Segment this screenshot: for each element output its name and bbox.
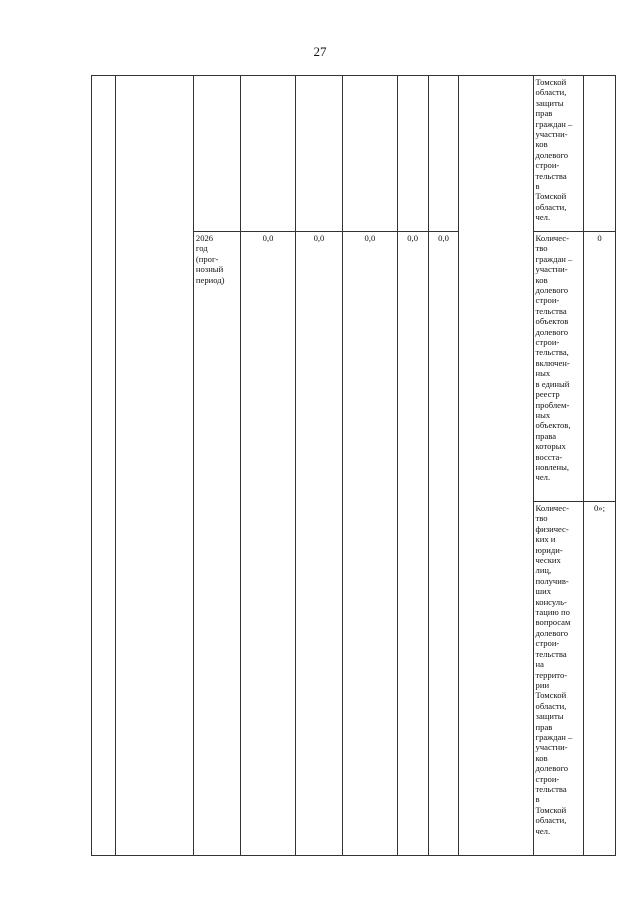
cell-value: 0,0 bbox=[397, 232, 428, 856]
cell-value bbox=[428, 76, 459, 232]
cell-year bbox=[193, 76, 240, 232]
cell-target bbox=[583, 76, 615, 232]
cell-value bbox=[343, 76, 398, 232]
table-row bbox=[92, 76, 616, 232]
cell-target: 0»; bbox=[583, 502, 615, 856]
cell-indicator: Количес- тво граждан – участни- ков долевого строи- тельства объектов долевого строи- тельства, включен- ных в единый реестр проблем- ных объектов, права которых восста- новлены, чел. bbox=[533, 232, 583, 502]
cell-target: 0 bbox=[583, 232, 615, 502]
cell-value: 0,0 bbox=[241, 232, 296, 856]
cell-value: 0,0 bbox=[295, 232, 342, 856]
cell-value bbox=[241, 76, 296, 232]
program-indicators-table bbox=[91, 75, 616, 856]
cell-value: 0,0 bbox=[343, 232, 398, 856]
page-number: 27 bbox=[313, 44, 327, 59]
cell-number bbox=[92, 76, 116, 856]
cell-executor bbox=[459, 76, 533, 856]
cell-indicator: Томской области, защиты прав граждан – участни- ков долевого строи- тельства в Томской области, чел. bbox=[533, 76, 583, 232]
cell-value: 0,0 bbox=[428, 232, 459, 856]
cell-value bbox=[397, 76, 428, 232]
cell-indicator: Количес- тво физичес- ких и юриди- ческих лиц, получив- ших консуль- тацию по вопросам долевого строи- тельства на террито- рии Томской области, защиты прав граждан – участни- ков долевого строи- тельства в Томской области, чел. bbox=[533, 502, 583, 856]
cell-value bbox=[295, 76, 342, 232]
cell-year: 2026 год (прог- нозный период) bbox=[193, 232, 240, 856]
cell-name bbox=[115, 76, 193, 856]
